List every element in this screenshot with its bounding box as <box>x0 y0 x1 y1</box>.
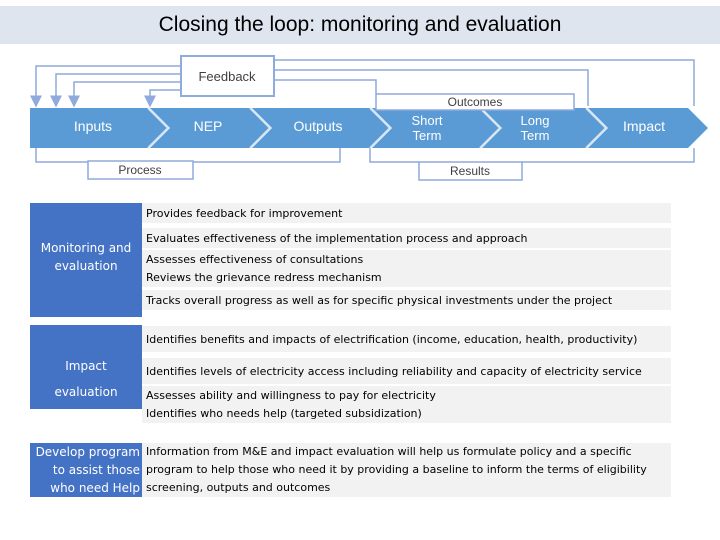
monitoring-evaluation-label <box>30 203 142 317</box>
develop-text-line-3: screening, outputs and outcomes <box>146 481 331 494</box>
slide-title: Closing the loop: monitoring and evaluation <box>0 6 720 44</box>
impact-item-willingness-to-pay: Assesses ability and willingness to pay for electricity <box>146 389 436 402</box>
impact-item-pay-and-help <box>142 386 671 423</box>
impact-evaluation-label <box>30 325 142 409</box>
impact-item-access-levels: Identifies levels of electricity access including reliability and capacity of electricity service <box>142 358 671 384</box>
develop-text-line-1: Information from M&E and impact evaluation will help us formulate policy and a specific <box>146 445 632 458</box>
stage-label-short-term: Short Term <box>411 113 443 143</box>
monitoring-label-line-2: evaluation <box>54 259 118 273</box>
stage-label-impact: Impact <box>622 118 666 134</box>
stage-label-inputs: Inputs <box>73 118 113 134</box>
monitoring-item-consultations-grievance <box>142 250 671 287</box>
feedback-label: Feedback <box>198 69 256 84</box>
develop-label-line-1: Develop program <box>35 445 140 459</box>
monitoring-item-grievance: Reviews the grievance redress mechanism <box>146 271 382 284</box>
results-chain-band <box>30 108 708 148</box>
stage-label-nep: NEP <box>193 118 223 134</box>
monitoring-item-tracks-progress: Tracks overall progress as well as for specific physical investments under the project <box>142 290 671 310</box>
outcomes-label: Outcomes <box>447 95 503 109</box>
monitoring-item-evaluates: Evaluates effectiveness of the implementation process and approach <box>142 228 671 248</box>
feedback-loop-lines <box>36 60 694 106</box>
monitoring-label-line-1: Monitoring and <box>40 241 132 255</box>
monitoring-item-consultations: Assesses effectiveness of consultations <box>146 253 364 266</box>
develop-label-line-3: who need Help <box>50 481 140 495</box>
stage-label-long-term: Long Term <box>520 113 550 143</box>
impact-label-line-1: Impact <box>65 359 107 373</box>
impact-item-who-needs-help: Identifies who needs help (targeted subsidization) <box>146 407 422 420</box>
impact-label-line-2: evaluation <box>54 385 118 399</box>
develop-program-label <box>30 443 142 497</box>
monitoring-item-feedback: Provides feedback for improvement <box>142 203 671 223</box>
impact-item-benefits: Identifies benefits and impacts of electrification (income, education, health, productivity) <box>142 326 671 352</box>
results-label: Results <box>449 164 491 178</box>
stage-label-outputs: Outputs <box>293 118 343 134</box>
process-label: Process <box>118 163 162 177</box>
develop-program-text <box>142 443 671 497</box>
develop-text-line-2: program to help those who need it by providing a baseline to inform the terms of eligibility <box>146 463 647 476</box>
develop-label-line-2: to assist those <box>52 463 140 477</box>
process-results-lines <box>36 148 694 162</box>
results-chain-diagram <box>0 44 720 194</box>
